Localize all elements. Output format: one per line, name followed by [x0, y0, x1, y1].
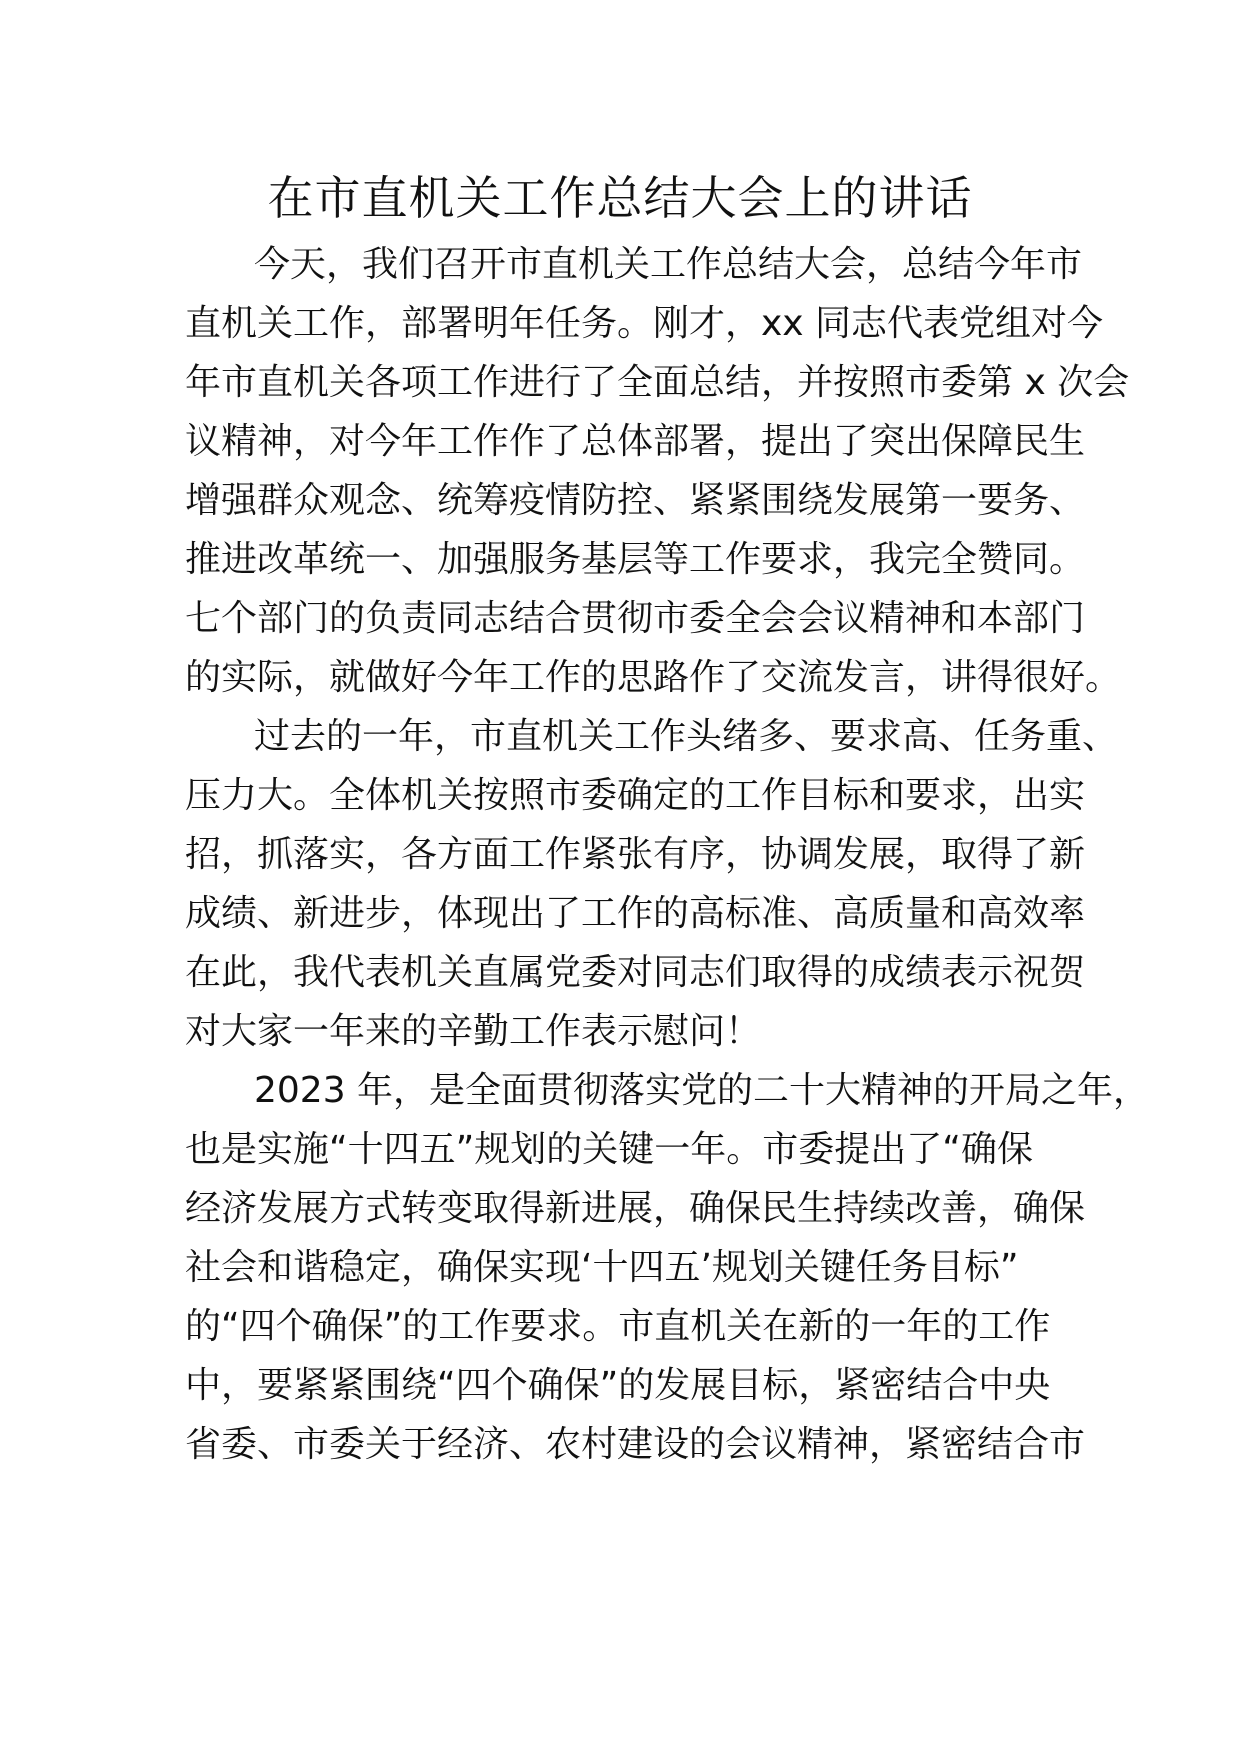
paragraph-1-line-4: 议精神，对今年工作作了总体部署，提出了突出保障民生 [185, 421, 1086, 462]
paragraph-2-line-4: 成绩、新进步，体现出了工作的高标准、高质量和高效率 [185, 893, 1086, 934]
paragraph-3-line-3: 经济发展方式转变取得新进展，确保民生持续改善，确保 [185, 1188, 1086, 1229]
paragraph-1-line-2: 直机关工作，部署明年任务。刚才，xx 同志代表党组对今 [185, 303, 1104, 344]
paragraph-3-line-4: 社会和谐稳定，确保实现‘十四五’规划关键任务目标” [185, 1247, 1019, 1288]
paragraph-1-line-7: 七个部门的负责同志结合贯彻市委全会会议精神和本部门 [185, 598, 1086, 639]
paragraph-3-line-6: 中，要紧紧围绕“四个确保”的发展目标，紧密结合中央 [185, 1365, 1051, 1406]
paragraph-3-line-2: 也是实施“十四五”规划的关键一年。市委提出了“确保 [185, 1129, 1033, 1170]
paragraph-1-line-8: 的实际，就做好今年工作的思路作了交流发言，讲得很好。 [185, 657, 1122, 698]
paragraph-2-line-2: 压力大。全体机关按照市委确定的工作目标和要求，出实 [185, 775, 1086, 816]
paragraph-2-line-1: 过去的一年，市直机关工作头绪多、要求高、任务重、 [254, 716, 1119, 757]
paragraph-2-line-5: 在此，我代表机关直属党委对同志们取得的成绩表示祝贺 [185, 952, 1086, 993]
paragraph-3-line-1: 2023 年，是全面贯彻落实党的二十大精神的开局之年， [254, 1070, 1150, 1111]
document-title: 在市直机关工作总结大会上的讲话 [267, 171, 973, 225]
paragraph-1-line-1: 今天，我们召开市直机关工作总结大会，总结今年市 [254, 244, 1083, 285]
paragraph-2-line-6: 对大家一年来的辛勤工作表示慰问！ [185, 1011, 762, 1052]
paragraph-2-line-3: 招，抓落实，各方面工作紧张有序，协调发展，取得了新 [185, 834, 1086, 875]
paragraph-1-line-3: 年市直机关各项工作进行了全面总结，并按照市委第 x 次会 [185, 362, 1130, 403]
paragraph-3-line-7: 省委、市委关于经济、农村建设的会议精神，紧密结合市 [185, 1424, 1086, 1465]
paragraph-1-line-5: 增强群众观念、统筹疫情防控、紧紧围绕发展第一要务、 [185, 480, 1086, 521]
paragraph-1-line-6: 推进改革统一、加强服务基层等工作要求，我完全赞同。 [185, 539, 1086, 580]
paragraph-3-line-5: 的“四个确保”的工作要求。市直机关在新的一年的工作 [185, 1306, 1051, 1347]
